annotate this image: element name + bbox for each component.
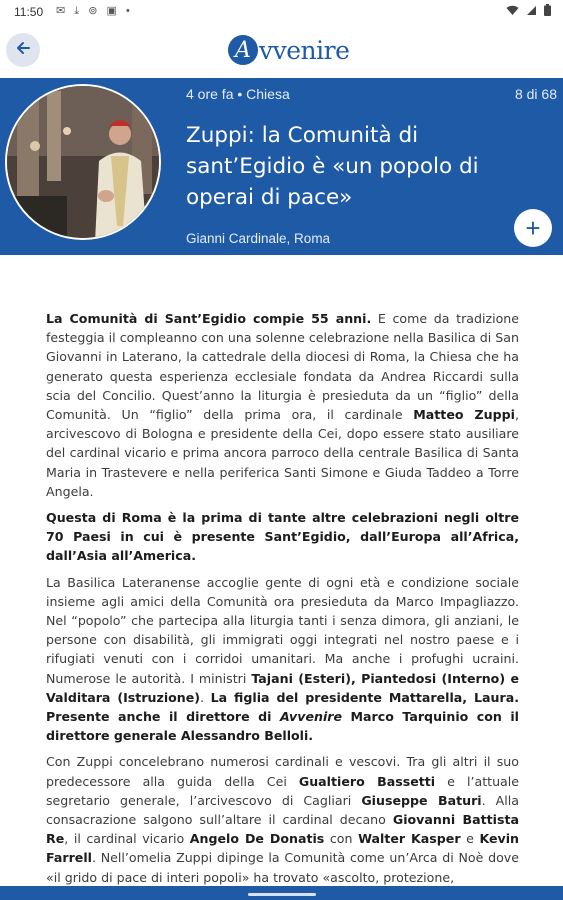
bold-text: Avvenire <box>279 709 343 725</box>
bold-text: Gualtiero Bassetti <box>298 773 436 789</box>
body-text: con <box>324 831 359 847</box>
download-icon: ⤓ <box>74 5 83 17</box>
vpn-icon: ⊚ <box>88 5 101 17</box>
status-system-icons <box>506 4 551 19</box>
article-meta: 4 ore fa • Chiesa <box>186 86 290 102</box>
body-text: . <box>200 689 211 705</box>
body-text: . Alla consacrazione salgono sull’altare il cardinal decano <box>46 792 520 828</box>
body-text: . Nell’omelia Zuppi dipinge la Comunità come un’Arca di Noè dove «il grido di pace di interi popoli» ha trovato «ascolto, protezione, <box>46 850 519 885</box>
status-time: 11:50 <box>14 5 44 19</box>
article-paragraph <box>46 752 519 886</box>
status-bar <box>0 0 563 24</box>
mail-icon: ✉ <box>56 5 69 17</box>
bold-text: Angelo De Donatis <box>189 831 325 847</box>
article-body <box>46 309 519 894</box>
body-text: , arcivescovo di Bologna e presidente della Cei, dopo essere stato ausiliare del cardinal vicario e prima ancora parroco della centrale Basilica di Santa Maria in Trastevere e nella periferica Santi Simone e Giuda Taddeo a Torre Angela. <box>46 407 520 499</box>
back-button[interactable] <box>6 33 40 67</box>
article-hero <box>0 78 563 255</box>
article-paragraph <box>46 508 519 566</box>
article-byline: Gianni Cardinale, Roma <box>186 231 331 246</box>
battery-icon <box>544 7 551 19</box>
status-notification-icons <box>56 4 133 18</box>
logo-wordmark: vvenire <box>259 35 350 65</box>
body-text: e <box>460 831 480 847</box>
logo-initial: A <box>228 35 258 65</box>
dot-icon: • <box>125 5 133 17</box>
bold-text: La Comunità di Sant’Egidio compie 55 anni. <box>46 311 372 326</box>
add-button[interactable] <box>514 209 552 247</box>
article-paragraph <box>46 309 519 501</box>
bold-text: Questa di Roma è la prima di tante altre celebrazioni negli oltre 70 Paesi in cui è presente Sant’Egidio, dall’Europa all’Africa, dall’Asia all’America. <box>46 510 519 564</box>
article-photo <box>5 84 161 240</box>
body-text: , il cardinal vicario <box>64 831 190 847</box>
arrow-left-icon <box>15 40 31 61</box>
bold-text: Tajani (Esteri), Piantedosi (Interno) e Valditara (Istruzione) <box>46 670 519 705</box>
body-text: E come da tradizione festeggia il compleanno con una solenne celebrazione nella Basilica di San Giovanni in Laterano, la cattedrale della diocesi di Roma, la Chiesa che ha generato questa esperienza ecclesiale fondata da Andrea Riccardi sulla scia del Concilio. Quest’anno la liturgia è presieduta da un “figlio” della Comunità. Un “figlio” della prima ora, il cardinale <box>46 311 520 423</box>
wifi-icon <box>506 7 526 19</box>
bold-text: Giovanni Battista Re <box>46 812 519 847</box>
article-headline: Zuppi: la Comunità di sant’Egidio è «un popolo di operai di pace» <box>186 123 479 210</box>
bold-text: Marco Tarquinio con il direttore generale Alessandro Belloli. <box>46 709 519 744</box>
bold-text: Kevin Farrell <box>46 831 520 866</box>
plus-icon: + <box>525 212 541 243</box>
signal-icon <box>526 7 544 19</box>
photo-icon: ▣ <box>106 5 120 17</box>
bold-text: La figlia del presidente Mattarella, Laura. Presente anche il direttore di <box>46 689 519 725</box>
body-text: Con Zuppi concelebrano numerosi cardinali e vescovi. Tra gli altri il suo predecessore alla guida della Cei <box>46 754 519 789</box>
home-gesture-handle[interactable] <box>248 893 316 896</box>
bold-text: Walter Kasper <box>358 831 461 847</box>
avvenire-logo[interactable] <box>228 32 349 68</box>
app-bar <box>0 24 563 78</box>
article-paragraph <box>46 573 519 746</box>
body-text: La Basilica Lateranense accoglie gente di ogni età e condizione sociale insieme agli amici della Comunità ora presieduta da Marco Impagliazzo. Nel “popolo” che partecipa alla liturgia tanti i senza dimora, gli anziani, le persone con disabilità, gli immigrati oggi integrati nel nostro paese e i rifugiati venuti con i corridoi umanitari. Ma anche i profughi ucraini. Numerose le autorità. I ministri <box>46 574 519 686</box>
article-counter: 8 di 68 <box>514 86 557 102</box>
bold-text: Matteo Zuppi <box>413 407 515 423</box>
bold-text: Giuseppe Baturi <box>361 792 482 808</box>
body-text: e l’attuale segretario generale, l’arcivescovo di Cagliari <box>46 773 520 808</box>
